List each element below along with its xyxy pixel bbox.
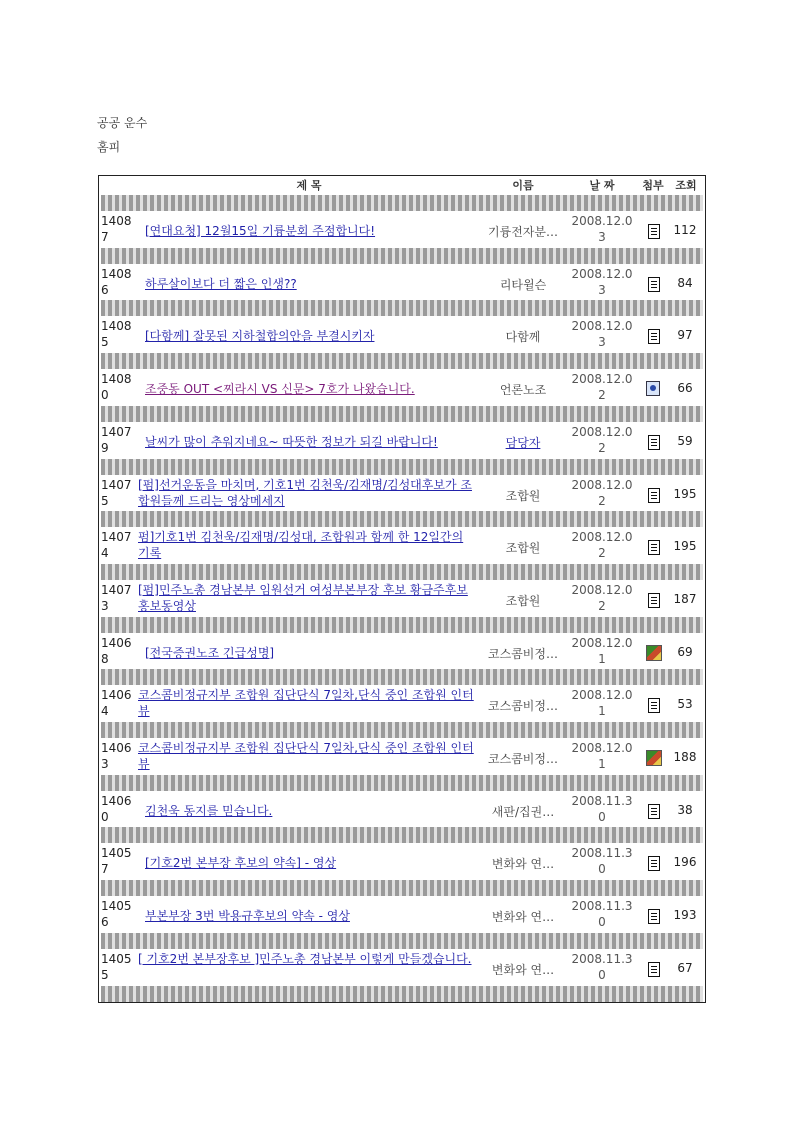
post-author: 변화와 연… (491, 910, 555, 925)
post-title-link[interactable]: 부본부장 3번 박용규후보의 약속 - 영상 (145, 909, 350, 924)
post-title-link[interactable]: 김천욱 동지를 믿습니다. (145, 803, 273, 818)
doc-icon[interactable] (646, 276, 660, 292)
post-views: 112 (673, 223, 697, 237)
table-row (99, 633, 705, 670)
table-row (99, 949, 705, 986)
row-divider (101, 353, 703, 369)
post-date: 2008.12.02 (571, 582, 633, 613)
post-author: 변화와 연… (491, 857, 555, 872)
post-date: 2008.12.02 (571, 530, 633, 561)
post-author: 새판/집권… (491, 804, 555, 819)
post-title-link[interactable]: 코스콤비정규지부 조합원 집단단식 7일차,단식 중인 조합원 인터뷰 (138, 688, 474, 719)
row-divider (101, 986, 703, 1002)
row-divider (101, 300, 703, 316)
post-board (98, 175, 706, 1003)
post-author: 기륭전자분… (488, 225, 558, 239)
post-number: 14087 (101, 214, 132, 244)
post-title-link[interactable]: 날씨가 많이 추워지네요~ 따뜻한 정보가 되길 바랍니다! (145, 434, 438, 449)
table-row (99, 791, 705, 828)
post-title-link[interactable]: 코스콤비정규지부 조합원 집단단식 7일차,단식 중인 조합원 인터뷰 (138, 741, 474, 771)
post-views: 67 (677, 960, 693, 975)
post-title-link[interactable]: 조중동 OUT <찌라시 VS 신문> 7호가 나왔습니다. (145, 382, 415, 397)
table-row (99, 843, 705, 880)
post-views: 188 (673, 750, 697, 764)
col-title-header: 제 목 (296, 179, 322, 192)
post-date: 2008.12.02 (571, 477, 633, 508)
post-number: 14056 (101, 899, 132, 930)
doc-icon[interactable] (646, 961, 660, 977)
row-divider (101, 511, 703, 527)
post-number: 14068 (101, 635, 132, 666)
row-divider (101, 195, 703, 211)
post-views: 66 (677, 381, 693, 396)
row-divider (101, 564, 703, 580)
post-title-link[interactable]: [연대요청] 12월15일 기륭분회 주점합니다! (145, 224, 376, 238)
post-author: 조합원 (505, 488, 541, 503)
post-number: 14074 (101, 530, 132, 561)
post-date: 2008.12.01 (571, 635, 633, 666)
col-attach-header: 첨부 (642, 179, 664, 192)
col-views-header: 조회 (675, 179, 697, 192)
doc-icon[interactable] (646, 592, 660, 608)
post-views: 195 (673, 486, 697, 501)
post-number: 14055 (101, 951, 132, 982)
post-title-link[interactable]: [기호2번 본부장 후보의 약속] - 영상 (145, 856, 337, 871)
row-divider (101, 722, 703, 738)
post-date: 2008.12.02 (571, 424, 633, 455)
post-number: 14085 (101, 319, 132, 350)
post-date: 2008.12.03 (571, 319, 633, 350)
row-divider (101, 933, 703, 949)
post-views: 59 (677, 433, 693, 448)
row-divider (101, 827, 703, 843)
post-author: 언론노조 (499, 383, 547, 398)
post-author: 코스콤비정… (488, 752, 558, 766)
row-divider (101, 669, 703, 685)
post-views: 84 (677, 275, 693, 290)
post-number: 14057 (101, 846, 132, 877)
post-number: 14075 (101, 477, 132, 508)
post-author: 리타윌슨 (499, 277, 547, 292)
col-name-header: 이름 (512, 179, 534, 192)
post-views: 38 (677, 802, 693, 817)
doc-icon[interactable] (646, 223, 660, 239)
doc-icon[interactable] (646, 803, 660, 819)
post-date: 2008.12.01 (571, 688, 633, 719)
doc-icon[interactable] (646, 328, 660, 344)
post-title-link[interactable]: 하루살이보다 더 짧은 인생?? (145, 276, 297, 291)
table-row (99, 475, 705, 512)
post-views: 193 (673, 908, 697, 923)
post-number: 14060 (101, 793, 132, 824)
post-title-link[interactable]: [전국증권노조 긴급성명] (145, 645, 275, 660)
post-date: 2008.12.01 (571, 741, 633, 771)
post-views: 195 (673, 539, 697, 554)
doc-icon[interactable] (646, 855, 660, 871)
post-date: 2008.11.30 (571, 899, 633, 930)
post-author[interactable]: 담당자 (505, 435, 541, 450)
doc-icon[interactable] (646, 539, 660, 555)
table-row (99, 738, 705, 775)
post-title-link[interactable]: 펌]기호1번 김천욱/김재명/김성대, 조합원과 함께 한 12일간의 기록 (138, 530, 464, 561)
table-row (99, 264, 705, 301)
post-views: 69 (677, 644, 693, 659)
post-views: 97 (677, 328, 693, 343)
post-date: 2008.12.03 (571, 214, 633, 244)
post-title-link[interactable]: [펌]민주노총 경남본부 임원선거 여성부본부장 후보 황금주후보 홍보동영상 (138, 582, 468, 613)
post-author: 조합원 (505, 541, 541, 556)
table-row (99, 580, 705, 617)
post-views: 196 (673, 855, 697, 870)
post-number: 14079 (101, 424, 132, 455)
row-divider (101, 775, 703, 791)
doc-icon[interactable] (646, 434, 660, 450)
row-divider (101, 880, 703, 896)
row-divider (101, 406, 703, 422)
post-author: 다함께 (505, 330, 541, 345)
post-views: 187 (673, 591, 697, 606)
post-date: 2008.12.03 (571, 266, 633, 297)
table-row (99, 316, 705, 353)
post-date: 2008.11.30 (571, 951, 633, 982)
row-divider (101, 459, 703, 475)
row-divider (101, 248, 703, 264)
post-number: 14086 (101, 266, 132, 297)
post-number: 14063 (101, 741, 132, 771)
col-date-header: 날 짜 (589, 179, 615, 192)
movie-icon[interactable] (646, 381, 660, 397)
breadcrumb-homepage: 홈피 (97, 140, 121, 154)
post-author: 조합원 (505, 593, 541, 608)
doc-icon[interactable] (646, 908, 660, 924)
table-row (99, 211, 705, 248)
table-row (99, 369, 705, 406)
post-author: 코스콤비정… (488, 699, 558, 714)
post-date: 2008.11.30 (571, 793, 633, 824)
post-views: 53 (677, 697, 693, 712)
post-number: 14073 (101, 582, 132, 613)
post-title-link[interactable]: [ 기호2번 본부장후보 ]민주노총 경남본부 이렇게 만들겠습니다. (138, 951, 472, 966)
post-author: 변화와 연… (491, 962, 555, 977)
table-row (99, 527, 705, 564)
post-title-link[interactable]: [다함께] 잘못된 지하철합의안을 부결시키자 (145, 329, 375, 344)
table-row (99, 422, 705, 459)
breadcrumb-category: 공공 운수 (97, 116, 148, 130)
doc-icon[interactable] (646, 487, 660, 503)
post-number: 14064 (101, 688, 132, 719)
post-number: 14080 (101, 372, 132, 403)
doc-icon[interactable] (646, 697, 660, 713)
row-divider (101, 617, 703, 633)
table-row (99, 896, 705, 933)
image-icon[interactable] (646, 750, 660, 766)
post-author: 코스콤비정… (488, 646, 558, 661)
image-icon[interactable] (646, 645, 660, 661)
post-date: 2008.11.30 (571, 846, 633, 877)
table-row (99, 685, 705, 722)
post-date: 2008.12.02 (571, 372, 633, 403)
post-title-link[interactable]: [펌]선거운동을 마치며, 기호1번 김천욱/김재명/김성대후보가 조합원들께 드리는 영상메세지 (138, 477, 472, 508)
